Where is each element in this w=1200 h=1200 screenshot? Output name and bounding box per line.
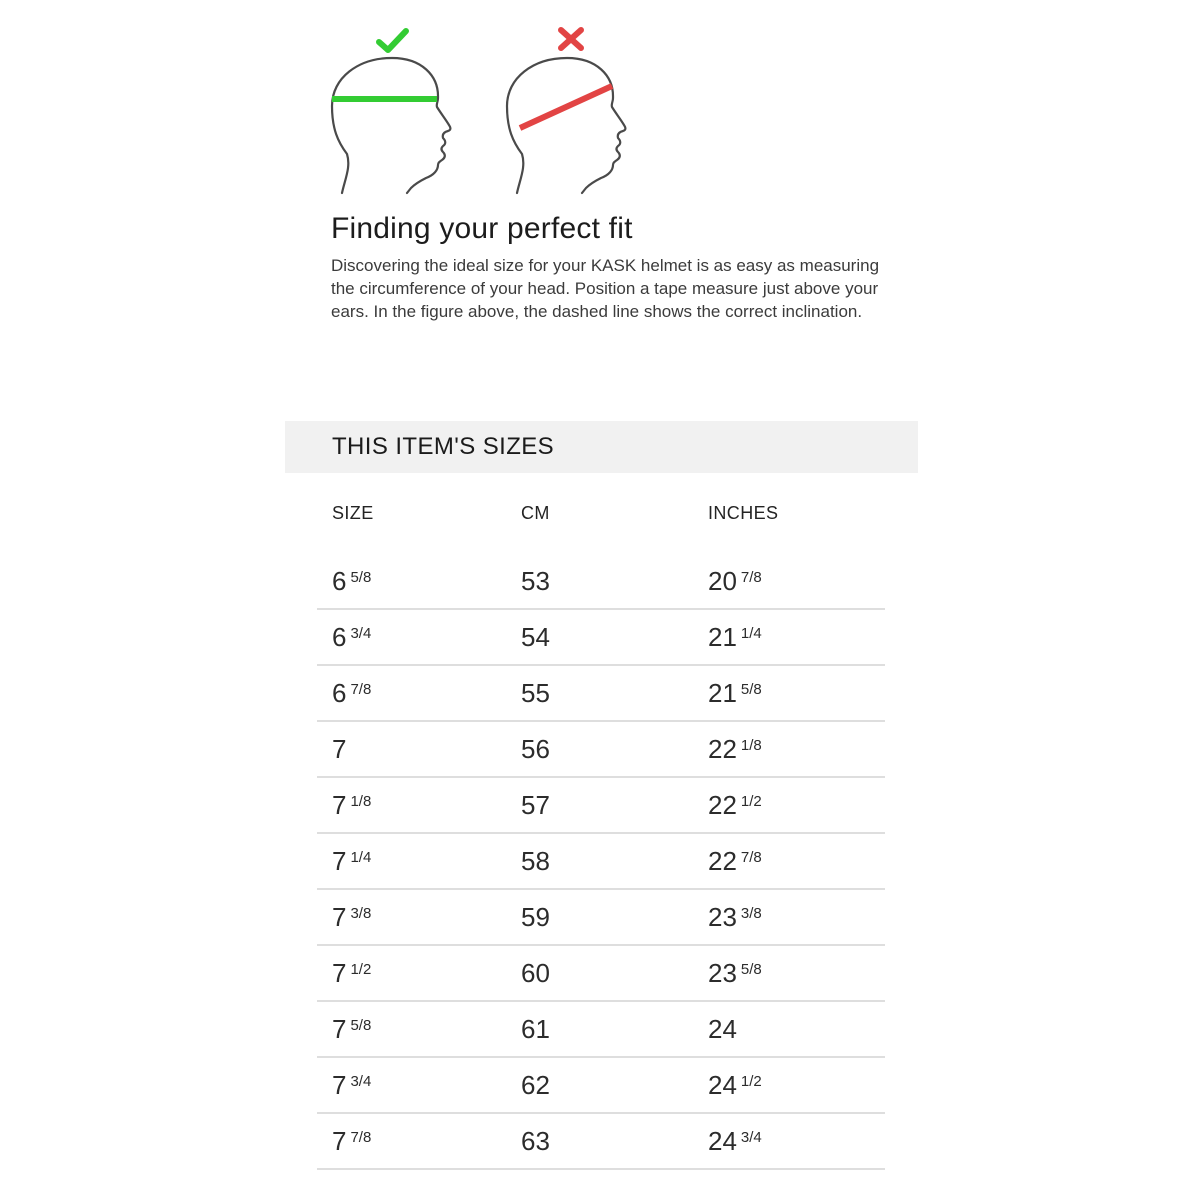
column-header-inches: INCHES [708,503,779,523]
inches-cell [693,1014,885,1045]
size-value: 22 [708,789,737,820]
table-row [317,946,885,1002]
size-value: 23 [708,901,737,932]
table-row [317,1058,885,1114]
size-value: 7 [332,1069,347,1100]
cm-cell [506,1126,693,1157]
size-value: 20 [708,565,737,596]
size-value: 22 [708,845,737,876]
size-fraction: 3/8 [350,904,372,922]
size-cell [317,1014,506,1045]
size-fraction: 3/4 [740,1128,762,1146]
inches-cell [693,1126,885,1157]
size-value: 6 [332,677,347,708]
inches-cell [693,678,885,709]
table-row [317,722,885,778]
size-value: 24 [708,1125,737,1156]
size-value: 61 [521,1013,550,1044]
size-cell [317,566,506,597]
size-value: 7 [332,901,347,932]
size-value: 21 [708,621,737,652]
size-fraction: 7/8 [740,848,762,866]
size-cell [317,790,506,821]
table-row [317,1002,885,1058]
inches-cell [693,622,885,653]
size-fraction: 1/8 [350,792,372,810]
size-fraction: 1/4 [740,624,762,642]
size-value: 6 [332,565,347,596]
size-value: 56 [521,733,550,764]
table-row [317,554,885,610]
correct-measurement-figure [330,20,460,200]
size-fraction: 3/8 [740,904,762,922]
size-fraction: 1/2 [350,960,372,978]
cm-cell [506,1014,693,1045]
size-cell [317,622,506,653]
size-fraction: 1/8 [740,736,762,754]
cm-cell [506,958,693,989]
table-row [317,890,885,946]
size-value: 6 [332,621,347,652]
size-value: 60 [521,957,550,988]
size-fraction: 5/8 [740,680,762,698]
table-row [317,1114,885,1170]
size-cell [317,902,506,933]
size-value: 7 [332,957,347,988]
size-guide-content [285,20,918,1170]
size-value: 59 [521,901,550,932]
size-value: 55 [521,677,550,708]
measurement-figures [330,20,918,200]
size-value: 62 [521,1069,550,1100]
size-value: 24 [708,1069,737,1100]
x-icon [561,30,581,48]
cm-cell [506,566,693,597]
size-fraction: 7/8 [350,1128,372,1146]
page-title: Finding your perfect fit [331,212,633,245]
size-value: 7 [332,733,347,764]
size-fraction: 5/8 [350,1016,372,1034]
sizes-section-title: THIS ITEM'S SIZES [332,433,555,460]
table-header-row [317,503,885,525]
size-value: 7 [332,789,347,820]
size-value: 23 [708,957,737,988]
size-fraction: 5/8 [740,960,762,978]
size-value: 63 [521,1125,550,1156]
table-row [317,610,885,666]
size-cell [317,678,506,709]
column-header-size: SIZE [332,503,374,523]
size-fraction: 3/4 [350,1072,372,1090]
cm-cell [506,902,693,933]
size-fraction: 5/8 [350,568,372,586]
size-value: 24 [708,1013,737,1044]
size-value: 57 [521,789,550,820]
inches-cell [693,958,885,989]
size-fraction: 1/4 [350,848,372,866]
size-value: 7 [332,1125,347,1156]
cm-cell [506,1070,693,1101]
size-cell [317,1126,506,1157]
size-value: 7 [332,845,347,876]
size-value: 21 [708,677,737,708]
inches-cell [693,566,885,597]
size-cell [317,958,506,989]
size-value: 54 [521,621,550,652]
size-cell [317,1070,506,1101]
size-fraction: 7/8 [350,680,372,698]
column-header-cm: CM [521,503,550,523]
inches-cell [693,846,885,877]
size-fraction: 1/2 [740,792,762,810]
table-row [317,778,885,834]
size-table-body [317,554,885,1170]
head-profile-outline [332,58,450,193]
size-value: 22 [708,733,737,764]
inches-cell [693,734,885,765]
cm-cell [506,622,693,653]
cm-cell [506,846,693,877]
size-value: 53 [521,565,550,596]
inches-cell [693,902,885,933]
inches-cell [693,1070,885,1101]
table-row [317,666,885,722]
check-icon [379,31,406,50]
cm-cell [506,678,693,709]
incorrect-measurement-figure [505,20,635,200]
cm-cell [506,790,693,821]
table-row [317,834,885,890]
inches-cell [693,790,885,821]
size-fraction: 1/2 [740,1072,762,1090]
size-cell [317,734,506,765]
size-cell [317,846,506,877]
fit-description: Discovering the ideal size for your KASK helmet is as easy as measuring the circumference of your head. Position a tape measure just above your ears. In the figure above, the dashed line shows the correct inclination. [331,256,880,321]
incorrect-measure-line [520,86,612,128]
cm-cell [506,734,693,765]
size-fraction: 7/8 [740,568,762,586]
sizes-section-header [285,421,918,473]
size-fraction: 3/4 [350,624,372,642]
size-value: 58 [521,845,550,876]
size-value: 7 [332,1013,347,1044]
